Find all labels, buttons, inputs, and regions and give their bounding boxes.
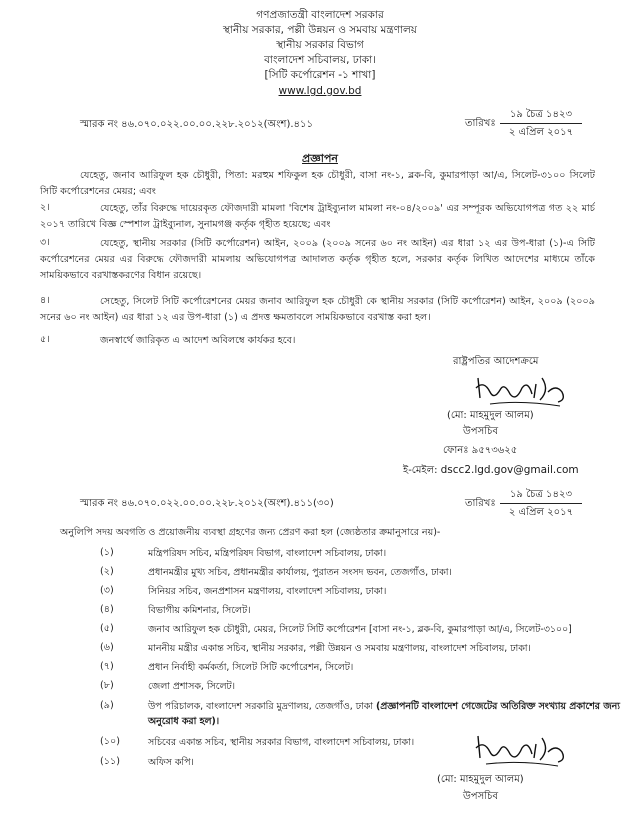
header-website-wrap [0, 84, 640, 99]
copy-item-number: (৪) [100, 604, 114, 615]
signatory-designation-1: উপসচিব [463, 426, 499, 437]
paragraph-2: যেহেতু, তাঁর বিরুদ্ধে দায়েরকৃত ফৌজদারী মামলা 'বিশেষ ট্রাইব্যুনাল মামলা নং-০৪/২০০৯' এর সম্পূরক অভিযোগপত্র গত ২২ মার্চ ২০১৭ তারিখে বিজ্ঞ স্পেশাল ট্রাইব্যুনাল, সুনামগঞ্জ কর্তৃক গৃহীত হয়েছে; এবং [40, 203, 595, 230]
copy-item-number: (১০) [100, 736, 120, 747]
paragraph-4-number: ৪। [40, 295, 50, 306]
copy-item: প্রধানমন্ত্রীর মুখ্য সচিব, প্রধানমন্ত্রীর কার্যালয়, পুরাতন সংসদ ভবন, তেজগাঁও, ঢাকা। [148, 567, 452, 578]
copy-item-number: (১) [100, 547, 114, 558]
date-bangla: ১৯ চৈত্র ১৪২৩ [509, 109, 573, 120]
header-secretariat: বাংলাদেশ সচিবালয়, ঢাকা। [264, 54, 376, 66]
copy-item-number: (৮) [100, 680, 114, 691]
document-title-text: প্রজ্ঞাপন [302, 152, 338, 165]
date-label: তারিখঃ [465, 118, 496, 129]
copy-item: বিভাগীয় কমিশনার, সিলেট। [148, 605, 251, 616]
header-branch: [সিটি কর্পোরেশন -১ শাখা] [264, 69, 376, 81]
copy-item: সচিবের একান্ত সচিব, স্থানীয় সরকার বিভাগ, বাংলাদেশ সচিবালয়, ঢাকা। [148, 737, 415, 748]
copy-item-number: (৭) [100, 661, 114, 672]
memo-reference: স্মারক নং ৪৬.০৭০.০২২.০০.০০.২২৮.২০১২(অংশ).৪১১ [80, 119, 313, 130]
handwritten-signature-2 [470, 730, 570, 770]
copy-item [148, 699, 620, 714]
date-gregorian-copy: ২ এপ্রিল ২০১৭ [508, 507, 574, 518]
copy-item-text: উপ পরিচালক, বাংলাদেশ সরকারি মুদ্রণালয়, তেজগাঁও, ঢাকা [148, 701, 374, 712]
paragraph-2-number: ২। [40, 202, 50, 213]
copy-item-number: (২) [100, 566, 114, 577]
date-divider [500, 123, 582, 124]
presidential-order-line: রাষ্ট্রপতির আদেশক্রমে [453, 356, 539, 367]
document-title [0, 150, 640, 169]
email-label: ই-মেইল: [403, 465, 438, 476]
date-gregorian: ২ এপ্রিল ২০১৭ [508, 127, 574, 138]
copy-item: মন্ত্রিপরিষদ সচিব, মন্ত্রিপরিষদ বিভাগ, বাংলাদেশ সচিবালয়, ঢাকা। [148, 548, 387, 559]
memo-reference-copy: স্মারক নং ৪৬.০৭০.০২২.০০.০০.২২৮.২০১২(অংশ).৪১১(৩০) [80, 498, 334, 509]
phone-label: ফোনঃ [443, 445, 469, 456]
email-address[interactable]: dscc2.lgd.gov@gmail.com [440, 464, 579, 476]
copy-item: জেলা প্রশাসক, সিলেট। [148, 681, 235, 692]
copy-item-number: (৫) [100, 623, 114, 634]
copy-item-number: (৩) [100, 585, 114, 596]
copy-item-number: (৯) [100, 700, 114, 711]
date-divider-copy [500, 503, 582, 504]
signatory-designation-2: উপসচিব [463, 791, 499, 802]
phone-number: ৯৫৭৩৬২৫ [471, 445, 518, 456]
header-division: স্থানীয় সরকার বিভাগ [276, 39, 364, 51]
copy-item-number: (১১) [100, 756, 120, 767]
gazette-request-note-cont: অনুরোধ করা হল)। [148, 716, 220, 727]
copy-item: জনাব আরিফুল হক চৌধুরী, মেয়র, সিলেট সিটি কর্পোরেশন [বাসা নং-১, ব্লক-বি, কুমারপাড়া আ/এ, সিলেট-৩১০০] [148, 624, 572, 635]
copy-item: সিনিয়র সচিব, জনপ্রশাসন মন্ত্রণালয়, বাংলাদেশ সচিবালয়, ঢাকা। [148, 586, 387, 597]
phone-line [443, 444, 517, 458]
paragraph-5-number: ৫। [40, 334, 50, 345]
paragraph-3: যেহেতু, স্থানীয় সরকার (সিটি কর্পোরেশন) আইন, ২০০৯ (২০০৯ সনের ৬০ নং আইন) এর ধারা ১২ এর উপ-ধারা (১)-এ সিটি কর্পোরেশনের মেয়র এর বিরুদ্ধে ফৌজদারী মামলায় অভিযোগপত্র আদালত কর্তৃক গৃহীত হলে, সরকার কর্তৃক লিখিত আদেশের মাধ্যমে তাঁকে সাময়িকভাবে বরখাস্তকরণের বিধান রয়েছে। [40, 238, 595, 281]
email-line [403, 463, 579, 478]
header-govt: গণপ্রজাতন্ত্রী বাংলাদেশ সরকার [256, 9, 384, 21]
copy-intro: অনুলিপি সদয় অবগতি ও প্রয়োজনীয় ব্যবস্থা গ্রহণের জন্য প্রেরণ করা হল (জ্যেষ্ঠতার ক্রমানুসারে নয়)- [60, 527, 441, 538]
paragraph-5: জনস্বার্থে জারিকৃত এ আদেশ অবিলম্বে কার্যকর হবে। [100, 335, 296, 346]
copy-item: প্রধান নির্বাহী কর্মকর্তা, সিলেট সিটি কর্পোরেশন, সিলেট। [148, 662, 354, 673]
header-ministry: স্থানীয় সরকার, পল্লী উন্নয়ন ও সমবায় মন্ত্রণালয় [222, 24, 417, 36]
paragraph-3-number: ৩। [40, 237, 50, 248]
date-bangla-copy: ১৯ চৈত্র ১৪২৩ [509, 489, 573, 500]
copy-item: অফিস কপি। [148, 757, 194, 768]
paragraph-4: সেহেতু, সিলেট সিটি কর্পোরেশনের মেয়র জনাব আরিফুল হক চৌধুরী কে স্থানীয় সরকার (সিটি কর্পোরেশন) আইন, ২০০৯ (২০০৯ সনের ৬০ নং আইন) এর ধারা ১২ এর উপ-ধারা (১) এ প্রদত্ত ক্ষমতাবলে সাময়িকভাবে বরখাস্ত করা হল। [40, 296, 595, 323]
website-link[interactable]: www.lgd.gov.bd [278, 85, 362, 97]
handwritten-signature-1 [470, 370, 570, 410]
paragraph-1: যেহেতু, জনাব আরিফুল হক চৌধুরী, পিতা: মরহুম শফিকুল হক চৌধুরী, বাসা নং-১, ব্লক-বি, কুমারপাড়া আ/এ, সিলেট-৩১০০ সিলেট সিটি কর্পোরেশনের মেয়র; এবং [40, 170, 595, 197]
copy-item-number: (৬) [100, 642, 114, 653]
signatory-name-1: (মো: মাহমুদুল আলম) [447, 410, 534, 421]
signatory-name-2: (মো: মাহমুদুল আলম) [437, 774, 524, 785]
date-label-copy: তারিখঃ [465, 498, 496, 509]
copy-item: মাননীয় মন্ত্রীর একান্ত সচিব, স্থানীয় সরকার, পল্লী উন্নয়ন ও সমবায় মন্ত্রণালয়, বাংলাদেশ সচিবালয়, ঢাকা। [148, 643, 531, 654]
gazette-request-note: (প্রজ্ঞাপনটি বাংলাদেশ গেজেটের অতিরিক্ত সংখ্যায় প্রকাশের জন্য [376, 701, 620, 712]
